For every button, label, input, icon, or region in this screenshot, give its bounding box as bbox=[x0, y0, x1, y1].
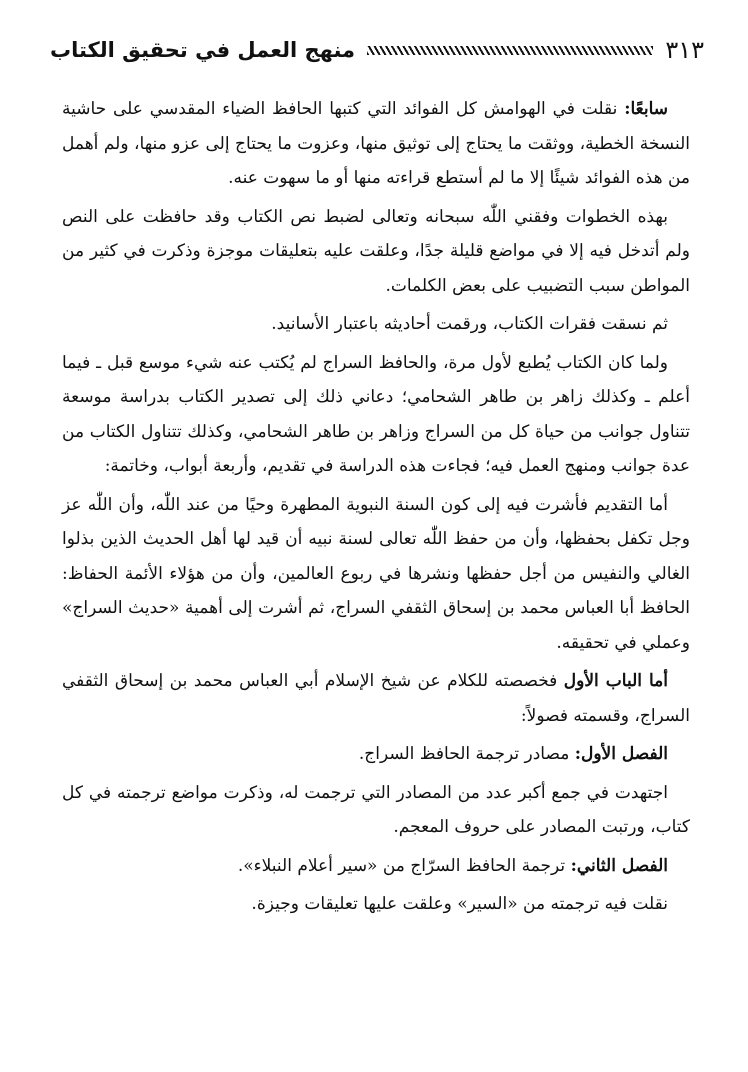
header-rule bbox=[367, 46, 653, 55]
paragraph-lead: الفصل الثاني: bbox=[570, 855, 668, 876]
body-text bbox=[62, 92, 690, 926]
running-title: منهج العمل في تحقيق الكتاب bbox=[50, 38, 356, 62]
paragraph bbox=[62, 346, 690, 484]
paragraph-text: فخصصته للكلام عن شيخ الإسلام أبي العباس محمد بن إسحاق الثقفي السراج، وقسمته فصولاً: bbox=[62, 671, 690, 726]
paragraph-lead: الفصل الأول: bbox=[574, 744, 668, 764]
paragraph bbox=[62, 776, 690, 845]
paragraph-text: مصادر ترجمة الحافظ السراج. bbox=[358, 744, 575, 764]
paragraph-text: اجتهدت في جمع أكبر عدد من المصادر التي ترجمت له، وذكرت مواضع ترجمته في كل كتاب، ورتبت المصادر على حروف المعجم. bbox=[62, 782, 690, 837]
paragraph bbox=[62, 664, 690, 733]
paragraph bbox=[62, 307, 690, 342]
paragraph-text: ولما كان الكتاب يُطبع لأول مرة، والحافظ السراج لم يُكتب عنه شيء موسع قبل ـ فيما أعلم ـ وكذلك زاهر بن طاهر الشحامي؛ دعاني ذلك إلى تصدير الكتاب بدراسة موسعة تتناول جوانب من حياة كل من السراج وزاهر بن طاهر الشحامي، وكذلك تتناول الكتاب من عدة جوانب ومنهج العمل فيه؛ فجاءت هذه الدراسة في تقديم، وأربعة أبواب، وخاتمة: bbox=[62, 352, 690, 476]
paragraph bbox=[62, 849, 690, 884]
paragraph-text: ترجمة الحافظ السرّاج من «سير أعلام النبلاء». bbox=[237, 855, 571, 876]
page-number: ٣١٣ bbox=[665, 36, 704, 64]
paragraph bbox=[62, 488, 690, 661]
paragraph-lead: أما الباب الأول bbox=[563, 671, 668, 691]
paragraph-text: نقلت فيه ترجمته من «السير» وعلقت عليها تعليقات وجيزة. bbox=[251, 894, 668, 914]
paragraph bbox=[62, 200, 690, 304]
paragraph-text: ثم نسقت فقرات الكتاب، ورقمت أحاديثه باعتبار الأسانيد. bbox=[271, 314, 668, 334]
paragraph-text: أما التقديم فأشرت فيه إلى كون السنة النبوية المطهرة وحيًا من عند اللّٰه، وأن اللّٰه عز وجل تكفل بحفظها، وأن من حفظ اللّٰه تعالى لسنة نبيه أن قيد لها أهل الحديث الذين بذلوا الغالي والنفيس من أجل حفظها ونشرها في ربوع العالمين، وأن من هؤلاء الأئمة الحفاظ: الحافظ أبا العباس محمد بن إسحاق الثقفي السراج، ثم أشرت إلى أهمية «حديث السراج» وعملي في تحقيقه. bbox=[62, 494, 690, 653]
page-header bbox=[38, 30, 710, 70]
paragraph-text: بهذه الخطوات وفقني اللّٰه سبحانه وتعالى لضبط نص الكتاب وقد حافظت على النص ولم أتدخل فيه إلا في مواضع قليلة جدًا، وعلقت عليه بتعليقات موجزة وذكرت في كثير من المواطن سبب التضبيب على بعض الكلمات. bbox=[62, 206, 690, 296]
paragraph bbox=[62, 737, 690, 772]
paragraph bbox=[62, 887, 690, 922]
paragraph bbox=[62, 92, 690, 196]
paragraph-lead: سابعًا: bbox=[624, 99, 668, 119]
paragraph-text: نقلت في الهوامش كل الفوائد التي كتبها الحافظ الضياء المقدسي على حاشية النسخة الخطية، ووثقت ما يحتاج إلى توثيق منها، وعزوت ما يحتاج إلى عزو منها، ولم أهمل من هذه الفوائد شيئًا إلا ما لم أستطع قراءته منها أو ما سهوت عنه. bbox=[62, 99, 690, 188]
